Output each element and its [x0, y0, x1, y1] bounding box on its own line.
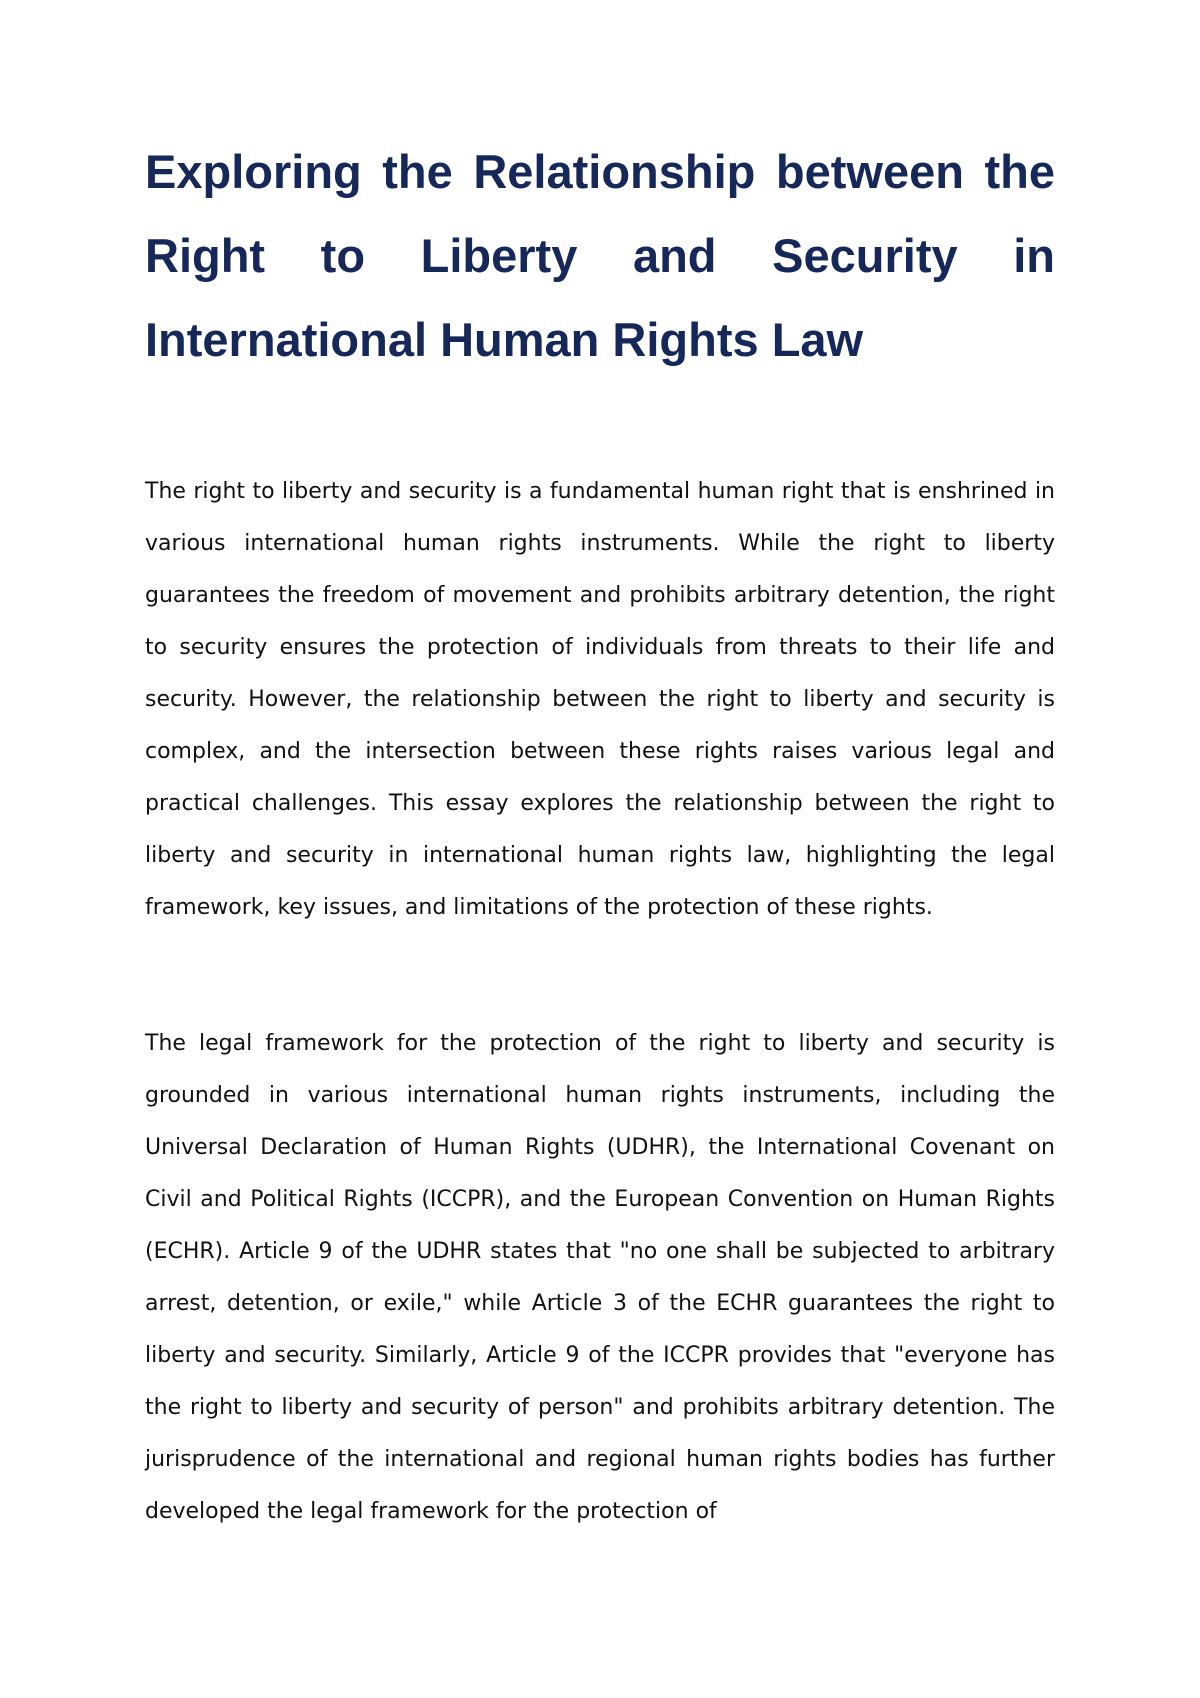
- paragraph-legal-framework: The legal framework for the protection of the right to liberty and security is grounded in various international human rights instruments, including the Universal Declaration of Human Rights (UDHR), the International Covenant on Civil and Political Rights (ICCPR), and the European Convention on Human Rights (ECHR). Article 9 of the UDHR states that "no one shall be subjected to arbitrary arrest, detention, or exile," while Article 3 of the ECHR guarantees the right to liberty and security. Similarly, Article 9 of the ICCPR provides that "everyone has the right to liberty and security of person" and prohibits arbitrary detention. The jurisprudence of the international and regional human rights bodies has further developed the legal framework for the protection of: [145, 1031, 1055, 1524]
- document-title: Exploring the Relationship between the Right to Liberty and Security in International Human Rights Law: [145, 145, 1055, 366]
- document-content: [145, 130, 1055, 1538]
- paragraph-introduction: The right to liberty and security is a fundamental human right that is enshrined in various international human rights instruments. While the right to liberty guarantees the freedom of movement and prohibits arbitrary detention, the right to security ensures the protection of individuals from threats to their life and security. However, the relationship between the right to liberty and security is complex, and the intersection between these rights raises various legal and practical challenges. This essay explores the relationship between the right to liberty and security in international human rights law, highlighting the legal framework, key issues, and limitations of the protection of these rights.: [145, 479, 1055, 920]
